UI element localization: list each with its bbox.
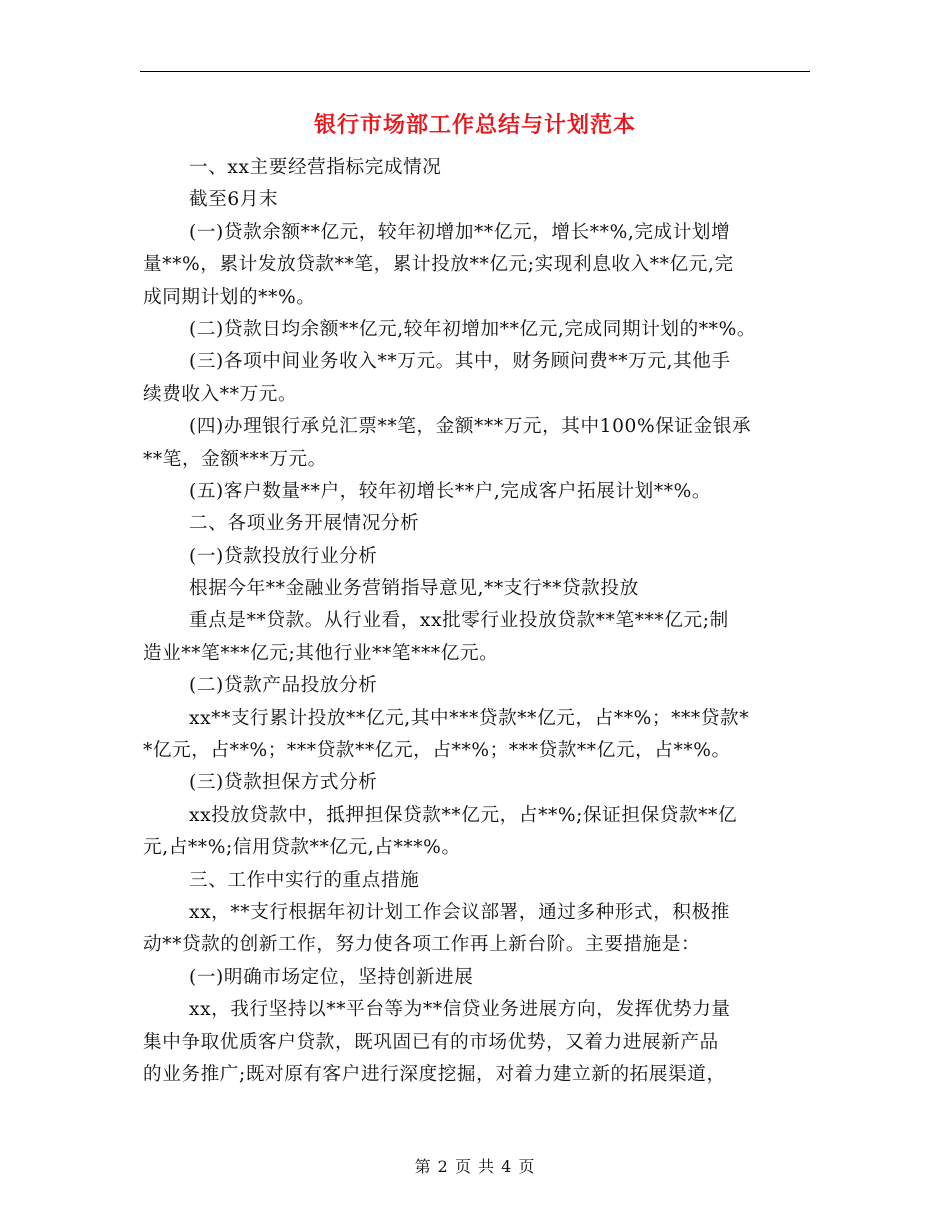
- text-line: (二)贷款产品投放分析: [189, 675, 378, 697]
- text-line: (一)明确市场定位，坚持创新进展: [189, 966, 474, 988]
- text-line: 集中争取优质客户贷款，既巩固已有的市场优势，又着力进展新产品: [143, 1031, 719, 1053]
- text-line: (四)办理银行承兑汇票**笔，金额***万元，其中100%保证金银承: [189, 416, 752, 438]
- text-line: *亿元，占**%；***贷款**亿元，占**%；***贷款**亿元，占**%。: [143, 740, 731, 762]
- text-line: 三、工作中实行的重点措施: [189, 869, 420, 891]
- text-line: (一)贷款投放行业分析: [189, 545, 378, 567]
- text-line: 重点是**贷款。从行业看，xx批零行业投放贷款**笔***亿元;制: [189, 610, 729, 632]
- text-line: 的业务推广;既对原有客户进行深度挖掘，对着力建立新的拓展渠道，: [143, 1063, 726, 1085]
- text-line: xx**支行累计投放**亿元,其中***贷款**亿元，占**%；***贷款*: [189, 707, 750, 729]
- text-line: 量**%，累计发放贷款**笔，累计投放**亿元;实现利息收入**亿元,完: [143, 254, 734, 276]
- text-line: 续费收入**万元。: [143, 383, 298, 405]
- text-line: (三)各项中间业务收入**万元。其中，财务顾问费**万元,其他手: [189, 351, 731, 373]
- document-title: 银行市场部工作总结与计划范本: [313, 112, 636, 138]
- text-line: 动**贷款的创新工作，努力使各项工作再上新台阶。主要措施是：: [143, 934, 701, 956]
- page-footer: 第 2 页 共 4 页: [414, 1157, 536, 1176]
- text-line: 一、xx主要经营指标完成情况: [189, 157, 442, 178]
- text-line: 根据今年**金融业务营销指导意见,**支行**贷款投放: [189, 578, 639, 600]
- text-line: (一)贷款余额**亿元，较年初增加**亿元，增长**%,完成计划增: [189, 221, 731, 243]
- text-line: xx，我行坚持以**平台等为**信贷业务进展方向，发挥优势力量: [189, 999, 731, 1021]
- text-line: 造业**笔***亿元;其他行业**笔***亿元。: [143, 642, 499, 664]
- document-body: [143, 152, 813, 1091]
- text-line: 元,占**%;信用贷款**亿元,占***%。: [143, 837, 461, 859]
- text-line: 二、各项业务开展情况分析: [189, 513, 420, 535]
- text-line: (二)贷款日均余额**亿元,较年初增加**亿元,完成同期计划的**%。: [189, 318, 757, 340]
- text-line: **笔，金额***万元。: [143, 448, 327, 470]
- text-line: 成同期计划的**%。: [143, 286, 316, 308]
- text-line: 截至6月末: [189, 189, 279, 211]
- text-line: (三)贷款担保方式分析: [189, 772, 378, 794]
- text-line: xx，**支行根据年初计划工作会议部署，通过多种形式，积极推: [189, 901, 731, 923]
- header-rule: [140, 71, 810, 72]
- text-line: xx投放贷款中，抵押担保贷款**亿元，占**%;保证担保贷款**亿: [189, 804, 738, 826]
- text-line: (五)客户数量**户，较年初增长**户,完成客户拓展计划**%。: [189, 480, 712, 502]
